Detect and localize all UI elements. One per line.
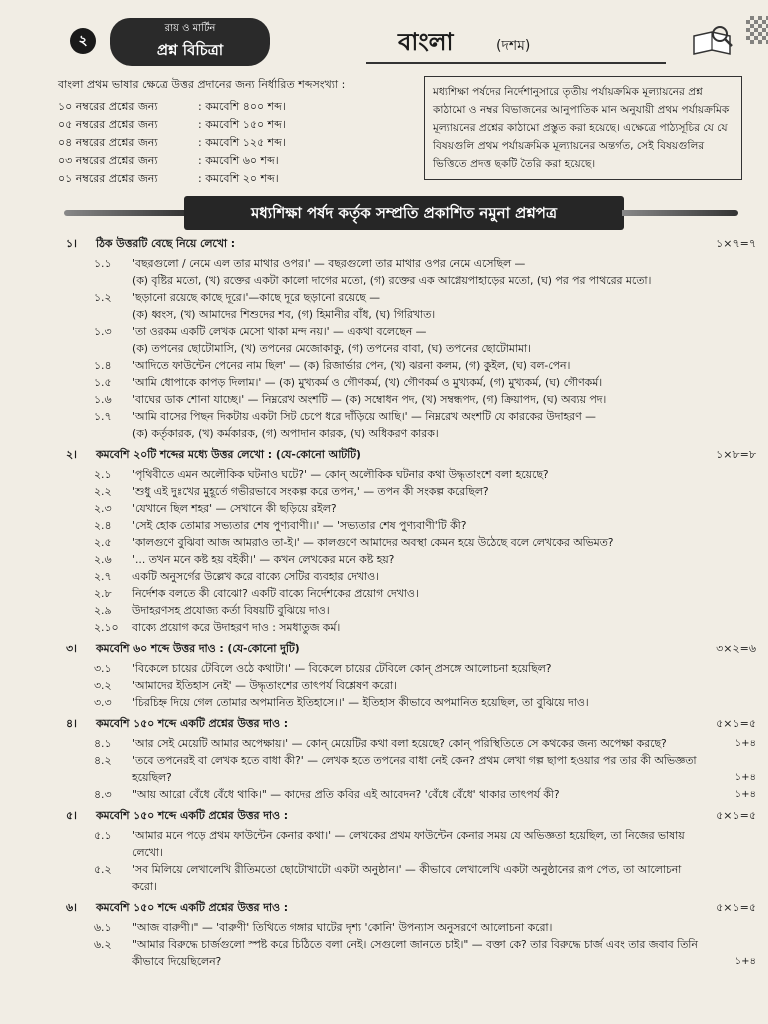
- question-marks: [732, 752, 756, 769]
- section-title: কমবেশি ২০টি শব্দের মধ্যে উত্তর লেখো : (যে-কোনো আটটি): [96, 448, 361, 461]
- section-number: ৪।: [66, 717, 77, 730]
- question-section: [66, 234, 756, 442]
- question-text: 'কালগুণে বুঝিবা আজ আমরাও তা-ই।' — কালগুণে আমাদের অবস্থা কেমন হয়ে উঠেছে বলে লেখকের অভিমত?: [132, 536, 614, 549]
- question-text: একটি অনুসর্গের উল্লেখ করে বাক্যে সেটির ব্যবহার দেখাও।: [132, 570, 379, 583]
- question-marks: [732, 677, 756, 694]
- question-text: 'চিরচিহ্ন দিয়ে গেল তোমার অপমানিত ইতিহাসে।।' — ইতিহাস কীভাবে অপমানিত হয়েছিল, তা বুঝিয়ে দাও।: [132, 696, 589, 709]
- question-number: ৬.২: [94, 938, 112, 951]
- question-text: "আয় আরো বেঁধে বেঁধে থাকি।" — কাদের প্রতি কবির এই আবেদন? 'বেঁধে বেঁধে' থাকার তাৎপর্য কী?: [132, 788, 560, 801]
- section-heading: [66, 806, 756, 827]
- question-number: ২.২: [94, 485, 112, 498]
- subject-heading: [366, 18, 666, 64]
- question-marks: [732, 844, 756, 861]
- section-banner: [64, 196, 738, 230]
- question-number: ৩.১: [94, 662, 112, 675]
- question-number: ৫.২: [94, 863, 112, 876]
- question-text: (ক) ধ্বংস, (খ) আমাদের শিশুদের শব, (গ) হিমানীর বাঁধ, (ঘ) গিরিখাত।: [132, 308, 436, 321]
- question-marks: [732, 660, 756, 677]
- question-text: বাক্যে প্রয়োগ করে উদাহরণ দাও : সমধাতুজ কর্ম।: [132, 621, 341, 634]
- word-limit-count: : কমবেশি ২০ শব্দ।: [198, 171, 279, 185]
- word-limits-list: [58, 98, 398, 188]
- question-marks: [732, 391, 756, 408]
- question-item: [66, 677, 756, 694]
- question-number: ২.৭: [94, 570, 112, 583]
- series-title: প্রশ্ন বিচিত্রা: [156, 41, 224, 59]
- question-text: 'আমি ধোপাকে কাপড় দিলাম।' — (ক) মুখ্যকর্ম ও গৌণকর্ম, (খ) গৌণকর্ম ও মুখ্যকর্ম, (গ) মুখ্যকর্ম, (ঘ) গৌণকর্ম।: [132, 376, 603, 389]
- question-text: 'আমি বাসের পিছন দিকটায় একটা সিট চেপে ধরে দাঁড়িয়ে আছি।' — নিম্নরেখ অংশটি যে কারকের উদাহরণ —: [132, 410, 596, 423]
- subject-title: বাংলা: [398, 28, 454, 56]
- question-marks: [732, 466, 756, 483]
- section-marks: ৩×২=৬: [716, 642, 756, 655]
- question-text: 'তবে তপনেরই বা লেখক হতে বাধা কী?' — লেখক হতে তপনের বাধা নেই কেন? প্রথম লেখা গল্প ছাপা হওয়ার পর তার কী অভিজ্ঞতা: [132, 754, 697, 767]
- question-number: ১.৭: [94, 410, 112, 423]
- question-text: 'বাঘের ডাক শোনা যাচ্ছে।' — নিম্নরেখ অংশটি — (ক) সম্বোধন পদ, (খ) সম্বন্ধপদ, (গ) ক্রিয়াপদ, (ঘ) অব্যয় পদ।: [132, 393, 607, 406]
- section-number: ২।: [66, 448, 77, 461]
- question-number: [66, 953, 132, 970]
- question-number: ৪.২: [94, 754, 112, 767]
- question-marks: [732, 878, 756, 895]
- question-number: ৪.১: [94, 737, 112, 750]
- question-text: উদাহরণসহ প্রযোজ্য কর্তা বিষয়টি বুঝিয়ে দাও।: [132, 604, 330, 617]
- question-number: ২.৬: [94, 553, 112, 566]
- question-number: ১.৫: [94, 376, 112, 389]
- question-text: 'শুধু এই দুঃখের মুহূর্তে গভীরভাবে সংকল্প করে তপন,' — তপন কী সংকল্প করেছিল?: [132, 485, 489, 498]
- question-text: 'বিকেলে চায়ের টেবিলে ওঠে কথাটা।' — বিকেলে চায়ের টেবিলে কোন্ প্রসঙ্গে আলোচনা হয়েছিল?: [132, 662, 552, 675]
- question-marks: [732, 500, 756, 517]
- question-number: ২.৯: [94, 604, 112, 617]
- checker-pattern-icon: [746, 16, 768, 44]
- question-marks: [732, 340, 756, 357]
- question-number: ২.১০: [94, 621, 119, 634]
- question-text: "আমার বিরুদ্ধে চার্জগুলো স্পষ্ট করে চিঠিতে বলা নেই। সেগুলো জানতে চাই।" — বক্তা কে? তার বিরুদ্ধে চার্জ এবং তার জবাব তিনি: [132, 938, 698, 951]
- question-marks: ১+৪: [734, 789, 756, 800]
- book-magnifier-icon: [690, 24, 736, 60]
- question-item: [66, 568, 756, 585]
- question-item: [66, 500, 756, 517]
- question-text: 'সব মিলিয়ে লেখালেখি রীতিমতো ছোটোখাটো একটা অনুষ্ঠান।' — কীভাবে লেখালেখি একটা অনুষ্ঠানের রূপ পেত, তা আলোচনা: [132, 863, 682, 876]
- section-title: কমবেশি ১৫০ শব্দে একটি প্রশ্নের উত্তর দাও :: [96, 809, 289, 822]
- section-number: ৬।: [66, 901, 77, 914]
- section-heading: [66, 714, 756, 735]
- question-continuation: [66, 878, 756, 895]
- question-text: 'যেখানে ছিল শহর' — সেখানে কী ছড়িয়ে রইল?: [132, 502, 337, 515]
- question-number: [66, 769, 132, 786]
- question-section: [66, 714, 756, 803]
- question-number: ২.৩: [94, 502, 112, 515]
- question-item: [66, 936, 756, 953]
- question-marks: ১+৪: [734, 738, 756, 749]
- notice-box: মধ্যশিক্ষা পর্ষদের নির্দেশানুসারে তৃতীয় পর্যায়ক্রমিক মূল্যায়নের প্রশ্ন কাঠামো ও নম্বর বিভাজনের আনুপাতিক মান অনুযায়ী প্রথম পর্যায়ক্রমিক মূল্যায়নের প্রশ্নের কাঠামো প্রস্তুত করা হয়েছে। এক্ষেত্রে পাঠ্যসূচির যে যে বিষয়গুলি প্রথম পর্যায়ক্রমিক মূল্যায়নের অন্তর্গত, সেই বিষয়গুলির ভিত্তিতে প্রদত্ত ছকটি তৈরি করা হয়েছে।: [424, 76, 742, 180]
- question-number: ২.৫: [94, 536, 112, 549]
- question-item: [66, 255, 756, 272]
- question-number: ২.৪: [94, 519, 112, 532]
- question-text: 'তা ওরকম একটি লেখক মেসো থাকা মন্দ নয়।' — একথা বলেছেন —: [132, 325, 427, 338]
- question-text: 'বছরগুলো / নেমে এল তার মাথার ওপর।' — বছরগুলো তার মাথার ওপর নেমে এসেছিল —: [132, 257, 526, 270]
- question-marks: [732, 534, 756, 551]
- question-number: ১.২: [94, 291, 112, 304]
- word-limit-row: [58, 170, 398, 188]
- word-limit-question: ১০ নম্বরের প্রশ্নের জন্য: [58, 99, 158, 113]
- question-marks: [732, 517, 756, 534]
- question-number: ২.১: [94, 468, 112, 481]
- section-heading: [66, 639, 756, 660]
- section-heading: [66, 445, 756, 466]
- question-section: [66, 898, 756, 970]
- question-marks: [732, 619, 756, 636]
- section-title: কমবেশি ৬০ শব্দে উত্তর দাও : (যে-কোনো দুটি): [96, 642, 300, 655]
- pen-right-icon: [622, 210, 738, 216]
- word-limit-question: ০৪ নম্বরের প্রশ্নের জন্য: [58, 135, 158, 149]
- question-item: [66, 752, 756, 769]
- word-limit-question: ০৩ নম্বরের প্রশ্নের জন্য: [58, 153, 158, 167]
- question-item: [66, 408, 756, 425]
- word-limit-question: ০১ নম্বরের প্রশ্নের জন্য: [58, 171, 158, 185]
- question-continuation: [66, 953, 756, 970]
- question-marks: [732, 306, 756, 323]
- question-text: 'আর সেই মেয়েটি আমার অপেক্ষায়।' — কোন্ মেয়েটির কথা বলা হয়েছে? কোন্ পরিস্থিতিতে সে কথকের জন্য অপেক্ষা করছে?: [132, 737, 667, 750]
- question-item: [66, 919, 756, 936]
- question-number: ৫.১: [94, 829, 112, 842]
- section-marks: ৫×১=৫: [716, 901, 756, 914]
- question-text: 'আমার মনে পড়ে প্রথম ফাউন্টেন কেনার কথা।' — লেখকের প্রথম ফাউন্টেন কেনার সময় যে অভিজ্ঞতা হয়েছিল, তা নিজের ভাষায়: [132, 829, 685, 842]
- word-limits: [58, 76, 398, 188]
- question-number: ৩.৩: [94, 696, 112, 709]
- question-number: ১.৬: [94, 393, 112, 406]
- pen-left-icon: [64, 210, 186, 216]
- question-marks: ১+৪: [734, 772, 756, 783]
- word-limits-title: বাংলা প্রথম ভাষার ক্ষেত্রে উত্তর প্রদানের জন্য নির্ধারিত শব্দসংখ্যা :: [58, 78, 346, 91]
- question-text: 'আমাদের ইতিহাস নেই' — উদ্ধৃতাংশের তাৎপর্য বিশ্লেষণ করো।: [132, 679, 397, 692]
- question-number: [66, 425, 132, 442]
- question-number: [66, 272, 132, 289]
- question-marks: ১+৪: [734, 956, 756, 967]
- word-limit-row: [58, 152, 398, 170]
- question-marks: [732, 551, 756, 568]
- question-continuation: [66, 769, 756, 786]
- question-item: [66, 585, 756, 602]
- question-marks: [732, 568, 756, 585]
- section-spacer: [66, 970, 756, 973]
- question-text: লেখো।: [132, 846, 163, 859]
- question-number: ১.৩: [94, 325, 112, 338]
- question-marks: [732, 694, 756, 711]
- word-limit-count: : কমবেশি ১৫০ শব্দ।: [198, 117, 286, 131]
- question-continuation: [66, 425, 756, 442]
- question-text: হয়েছিল?: [132, 771, 172, 784]
- question-text: নির্দেশক বলতে কী বোঝো? একটি বাক্যে নির্দেশকের প্রয়োগ দেখাও।: [132, 587, 419, 600]
- question-marks: [732, 585, 756, 602]
- word-limit-count: : কমবেশি ১২৫ শব্দ।: [198, 135, 286, 149]
- question-item: [66, 735, 756, 752]
- question-text: (ক) বৃষ্টির মতো, (খ) রক্তের একটা কালো দাগের মতো, (গ) রক্তের এক আগ্নেয়পাহাড়ের মতো, (ঘ) পর পর পাথরের মতো।: [132, 274, 652, 287]
- question-continuation: [66, 340, 756, 357]
- question-number: ৬.১: [94, 921, 112, 934]
- question-marks: [732, 374, 756, 391]
- question-marks: [732, 483, 756, 500]
- question-item: [66, 861, 756, 878]
- word-limit-question: ০৫ নম্বরের প্রশ্নের জন্য: [58, 117, 158, 131]
- question-text: (ক) তপনের ছোটোমাসি, (খ) তপনের মেজোকাকু, (গ) তপনের বাবা, (ঘ) তপনের ছোটোমামা।: [132, 342, 532, 355]
- question-item: [66, 534, 756, 551]
- question-marks: [732, 289, 756, 306]
- question-text: 'ছড়ানো রয়েছে কাছে দূরে।'—কাছে দূরে ছড়ানো রয়েছে —: [132, 291, 381, 304]
- question-item: [66, 786, 756, 803]
- question-text: '... তখন মনে কষ্ট হয় বইকী।' — কখন লেখকের মনে কষ্ট হয়?: [132, 553, 395, 566]
- word-limit-row: [58, 116, 398, 134]
- section-title: ঠিক উত্তরটি বেছে নিয়ে লেখো :: [96, 237, 236, 250]
- banner-title: মধ্যশিক্ষা পর্ষদ কর্তৃক সম্প্রতি প্রকাশিত নমুনা প্রশ্নপত্র: [184, 196, 624, 230]
- question-text: "আজ বারুণী।" — 'বারুণী' তিথিতে গঙ্গার ঘাটের দৃশ্য 'কোনি' উপন্যাস অনুসরণে আলোচনা করো।: [132, 921, 553, 934]
- question-marks: [732, 919, 756, 936]
- question-item: [66, 289, 756, 306]
- question-item: [66, 551, 756, 568]
- question-item: [66, 602, 756, 619]
- question-item: [66, 466, 756, 483]
- page-number: ২: [70, 28, 96, 54]
- section-marks: ১×৭=৭: [716, 237, 756, 250]
- section-marks: ১×৮=৮: [716, 448, 756, 461]
- question-item: [66, 660, 756, 677]
- section-number: ৫।: [66, 809, 77, 822]
- question-marks: [732, 408, 756, 425]
- question-marks: [732, 936, 756, 953]
- word-limit-count: : কমবেশি ৪০০ শব্দ।: [198, 99, 286, 113]
- question-number: [66, 340, 132, 357]
- word-limit-row: [58, 98, 398, 116]
- series-badge: [110, 18, 270, 66]
- section-marks: ৫×১=৫: [716, 809, 756, 822]
- question-text: 'পৃথিবীতে এমন অলৌকিক ঘটনাও ঘটে?' — কোন্ অলৌকিক ঘটনার কথা উদ্ধৃতাংশে বলা হয়েছে?: [132, 468, 549, 481]
- question-number: [66, 306, 132, 323]
- section-number: ১।: [66, 237, 77, 250]
- question-section: [66, 639, 756, 711]
- question-item: [66, 517, 756, 534]
- section-title: কমবেশি ১৫০ শব্দে একটি প্রশ্নের উত্তর দাও :: [96, 717, 289, 730]
- question-section: [66, 806, 756, 895]
- question-number: [66, 844, 132, 861]
- question-item: [66, 391, 756, 408]
- question-item: [66, 374, 756, 391]
- question-text: করো।: [132, 880, 157, 893]
- question-continuation: [66, 306, 756, 323]
- section-number: ৩।: [66, 642, 77, 655]
- question-number: [66, 878, 132, 895]
- question-section: [66, 445, 756, 636]
- section-marks: ৫×১=৫: [716, 717, 756, 730]
- subject-class: (দশম): [496, 38, 531, 54]
- section-heading: [66, 234, 756, 255]
- question-number: ৪.৩: [94, 788, 112, 801]
- question-marks: [732, 861, 756, 878]
- question-continuation: [66, 272, 756, 289]
- question-marks: [732, 272, 756, 289]
- section-title: কমবেশি ১৫০ শব্দে একটি প্রশ্নের উত্তর দাও :: [96, 901, 289, 914]
- question-text: (ক) কর্তৃকারক, (খ) কর্মকারক, (গ) অপাদান কারক, (ঘ) অধিকরণ কারক।: [132, 427, 439, 440]
- question-paper: [66, 234, 756, 973]
- question-number: ১.১: [94, 257, 112, 270]
- word-limit-row: [58, 134, 398, 152]
- section-heading: [66, 898, 756, 919]
- question-item: [66, 694, 756, 711]
- question-marks: [732, 357, 756, 374]
- question-item: [66, 323, 756, 340]
- question-item: [66, 357, 756, 374]
- question-text: কীভাবে দিয়েছিলেন?: [132, 955, 222, 968]
- word-limit-count: : কমবেশি ৬০ শব্দ।: [198, 153, 279, 167]
- question-text: 'সেই হোক তোমার সভ্যতার শেষ পুণ্যবাণী।।' — 'সভ্যতার শেষ পুণ্যবাণী'টি কী?: [132, 519, 467, 532]
- question-text: 'আদিতে ফাউন্টেন পেনের নাম ছিল' — (ক) রিজার্ভার পেন, (খ) ঝরনা কলম, (গ) কুইল, (ঘ) বল-পেন।: [132, 359, 571, 372]
- series-publisher: রায় ও মার্টিন: [164, 23, 216, 34]
- question-continuation: [66, 844, 756, 861]
- question-number: ১.৪: [94, 359, 112, 372]
- question-item: [66, 827, 756, 844]
- question-item: [66, 483, 756, 500]
- page-header: [58, 10, 768, 72]
- question-marks: [732, 425, 756, 442]
- question-item: [66, 619, 756, 636]
- question-marks: [732, 255, 756, 272]
- question-marks: [732, 323, 756, 340]
- question-number: ৩.২: [94, 679, 112, 692]
- question-number: ২.৮: [94, 587, 112, 600]
- question-marks: [732, 827, 756, 844]
- question-marks: [732, 602, 756, 619]
